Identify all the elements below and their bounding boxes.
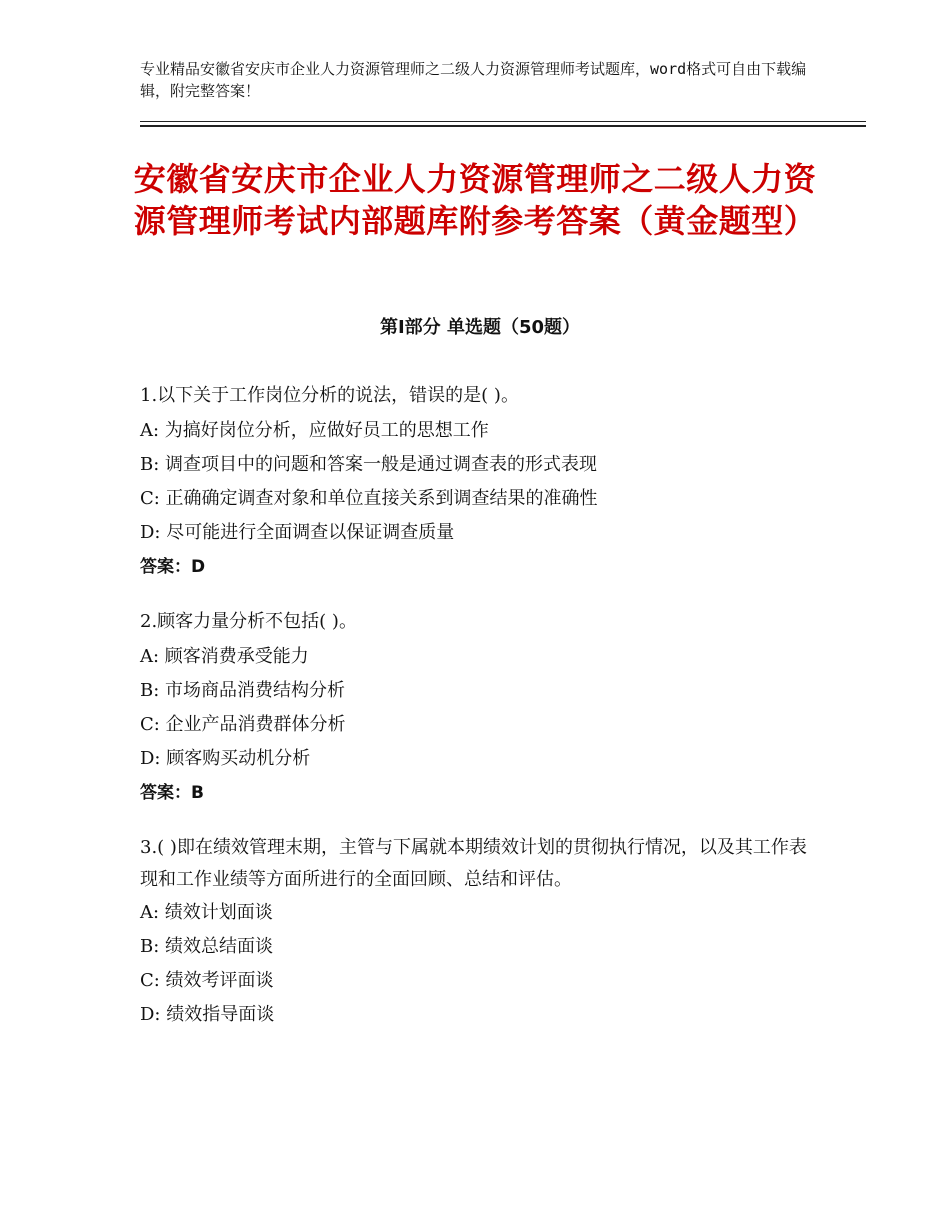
option-b: B: 绩效总结面谈 bbox=[140, 936, 274, 957]
option-c: C: 正确确定调查对象和单位直接关系到调查结果的准确性 bbox=[140, 488, 598, 509]
header-rule-thick bbox=[140, 125, 866, 127]
question-stem: 1.以下关于工作岗位分析的说法，错误的是( )。 bbox=[140, 385, 519, 406]
document-title: 安徽省安庆市企业人力资源管理师之二级人力资源管理师考试内部题库附参考答案（黄金题型） bbox=[133, 160, 817, 240]
option-d: D: 顾客购买动机分析 bbox=[140, 748, 311, 769]
question-stem: 3.( )即在绩效管理末期，主管与下属就本期绩效计划的贯彻执行情况，以及其工作表现和工作业绩等方面所进行的全面回顾、总结和评估。 bbox=[140, 837, 807, 890]
answer-label: 答案：B bbox=[140, 783, 204, 803]
header-note: 专业精品安徽省安庆市企业人力资源管理师之二级人力资源管理师考试题库，word格式可自由下载编辑，附完整答案！ bbox=[140, 60, 807, 100]
question-list bbox=[140, 380, 810, 1054]
option-b: B: 市场商品消费结构分析 bbox=[140, 680, 346, 701]
option-a: A: 为搞好岗位分析，应做好员工的思想工作 bbox=[140, 420, 489, 441]
question-stem: 2.顾客力量分析不包括( )。 bbox=[140, 611, 357, 632]
option-d: D: 尽可能进行全面调查以保证调查质量 bbox=[140, 522, 455, 543]
answer-label: 答案：D bbox=[140, 557, 206, 577]
question-2 bbox=[140, 606, 810, 810]
question-3 bbox=[140, 832, 810, 1032]
option-c: C: 企业产品消费群体分析 bbox=[140, 714, 346, 735]
option-a: A: 绩效计划面谈 bbox=[140, 902, 273, 923]
option-b: B: 调查项目中的问题和答案一般是通过调查表的形式表现 bbox=[140, 454, 598, 475]
option-c: C: 绩效考评面谈 bbox=[140, 970, 274, 991]
option-a: A: 顾客消费承受能力 bbox=[140, 646, 309, 667]
question-1 bbox=[140, 380, 810, 584]
header-rule-thin bbox=[140, 121, 866, 122]
option-d: D: 绩效指导面谈 bbox=[140, 1004, 275, 1025]
section-title: 第Ⅰ部分 单选题（50题） bbox=[379, 317, 580, 338]
